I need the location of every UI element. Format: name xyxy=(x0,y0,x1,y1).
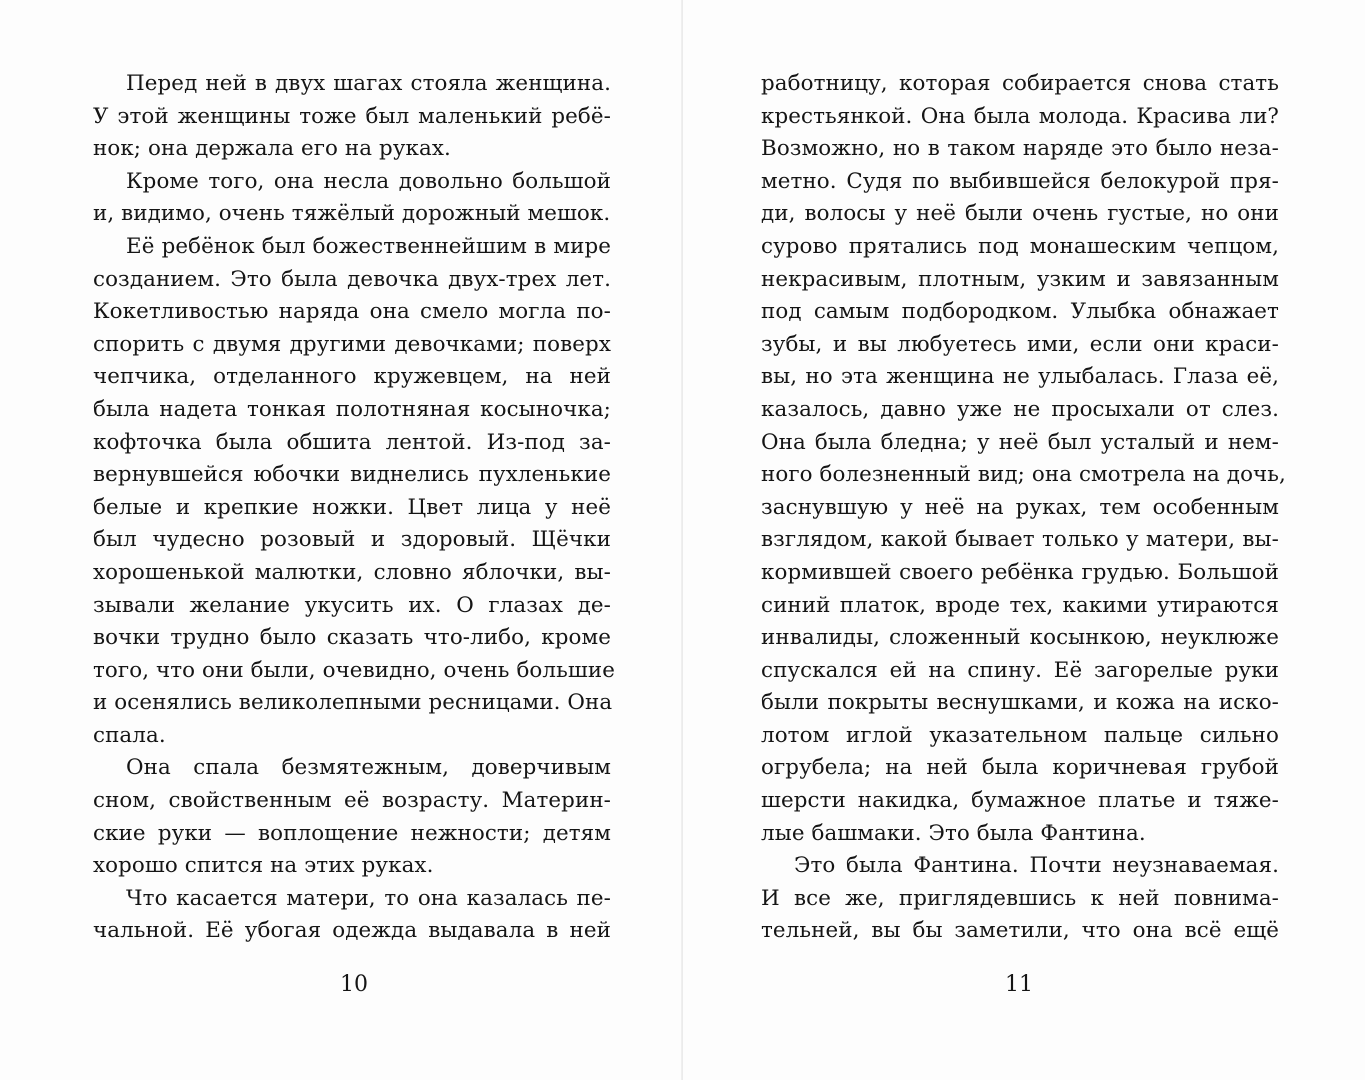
text-line: Возможно, но в таком наряде это было неза- xyxy=(761,136,1279,162)
right-page xyxy=(683,0,1365,1080)
text-line: хорошо спится на этих руках. xyxy=(93,853,434,879)
text-line: хорошенькой малютки, словно яблочки, вы- xyxy=(93,559,611,585)
text-line: казалось, давно уже не просыхали от слез. xyxy=(761,396,1279,422)
text-line: нок; она держала его на руках. xyxy=(93,136,451,162)
text-line: Это была Фантина. Почти неузнаваемая. xyxy=(794,853,1279,879)
text-line: огрубела; на ней была коричневая грубой xyxy=(761,755,1279,781)
text-line: Что касается матери, то она казалась пе- xyxy=(126,885,611,911)
text-line: вы, но эта женщина не улыбалась. Глаза её, xyxy=(761,364,1279,390)
text-line: сурово прятались под монашеским чепцом, xyxy=(761,233,1279,259)
text-line: Кроме того, она несла довольно большой xyxy=(126,168,611,194)
text-line: лые башмаки. Это была Фантина. xyxy=(761,820,1146,846)
text-line: чальной. Её убогая одежда выдавала в ней xyxy=(93,918,611,944)
text-line: Она была бледна; у неё был усталый и нем- xyxy=(761,429,1279,455)
text-line: созданием. Это была девочка двух-трех лет. xyxy=(93,266,611,292)
text-line: крестьянкой. Она была молода. Красива ли? xyxy=(761,103,1279,129)
text-line: вернувшейся юбочки виднелись пухленькие xyxy=(93,462,611,488)
text-line: спускался ей на спину. Её загорелые руки xyxy=(761,657,1279,683)
text-line: шерсти накидка, бумажное платье и тяже- xyxy=(761,788,1279,814)
text-line: Кокетливостью наряда она смело могла по- xyxy=(93,299,611,325)
text-line: Она спала безмятежным, доверчивым xyxy=(126,755,611,781)
text-line: была надета тонкая полотняная косыночка; xyxy=(93,396,611,422)
text-line: кормившей своего ребёнка грудью. Большой xyxy=(761,559,1279,585)
text-line: и, видимо, очень тяжёлый дорожный мешок. xyxy=(93,201,611,227)
text-line: ские руки — воплощение нежности; детям xyxy=(93,820,611,846)
text-line: заснувшую у неё на руках, тем особенным xyxy=(761,494,1279,520)
text-line: синий платок, вроде тех, какими утираются xyxy=(761,592,1279,618)
text-line: был чудесно розовый и здоровый. Щёчки xyxy=(93,527,611,553)
text-line: кофточка была обшита лентой. Из-под за- xyxy=(93,429,611,455)
text-line: и осенялись великолепными ресницами. Она xyxy=(93,690,613,716)
text-line: инвалиды, сложенный косынкою, неуклюже xyxy=(761,625,1279,651)
text-line: белые и крепкие ножки. Цвет лица у неё xyxy=(93,494,611,520)
text-line: ного болезненный вид; она смотрела на дочь, xyxy=(761,462,1286,488)
page-number: 10 xyxy=(340,972,368,997)
text-line: того, что они были, очевидно, очень большие xyxy=(93,657,615,683)
text-line: под самым подбородком. Улыбка обнажает xyxy=(761,299,1279,325)
right-page-text xyxy=(761,68,1286,948)
text-line: У этой женщины тоже был маленький ребё- xyxy=(93,103,611,129)
text-line: метно. Судя по выбившейся белокурой пря- xyxy=(761,168,1279,194)
text-line: спорить с двумя другими девочками; поверх xyxy=(93,331,611,357)
text-line: спала. xyxy=(93,722,166,748)
text-line: тельней, вы бы заметили, что она всё ещё xyxy=(761,918,1279,944)
text-line: Перед ней в двух шагах стояла женщина. xyxy=(126,71,611,96)
text-line: лотом иглой указательном пальце сильно xyxy=(761,722,1279,748)
text-line: взглядом, какой бывает только у матери, вы- xyxy=(761,527,1279,553)
text-line: зубы, и вы любуетесь ими, если они краси- xyxy=(761,331,1279,357)
text-line: сном, свойственным её возрасту. Материн- xyxy=(93,788,611,814)
text-line: работницу, которая собирается снова стать xyxy=(761,71,1279,96)
left-page-text xyxy=(93,68,615,948)
text-line: И все же, приглядевшись к ней повнима- xyxy=(761,885,1279,911)
text-line: чепчика, отделанного кружевцем, на ней xyxy=(93,364,611,390)
text-line: зывали желание укусить их. О глазах де- xyxy=(93,592,611,618)
text-line: некрасивым, плотным, узким и завязанным xyxy=(761,266,1279,292)
text-line: Её ребёнок был божественнейшим в мире xyxy=(126,233,611,259)
left-page xyxy=(0,0,682,1080)
text-line: ди, волосы у неё были очень густые, но они xyxy=(761,201,1279,227)
text-line: были покрыты веснушками, и кожа на иско- xyxy=(761,690,1279,716)
page-number: 11 xyxy=(1005,972,1033,997)
text-line: вочки трудно было сказать что-либо, кроме xyxy=(93,625,611,651)
